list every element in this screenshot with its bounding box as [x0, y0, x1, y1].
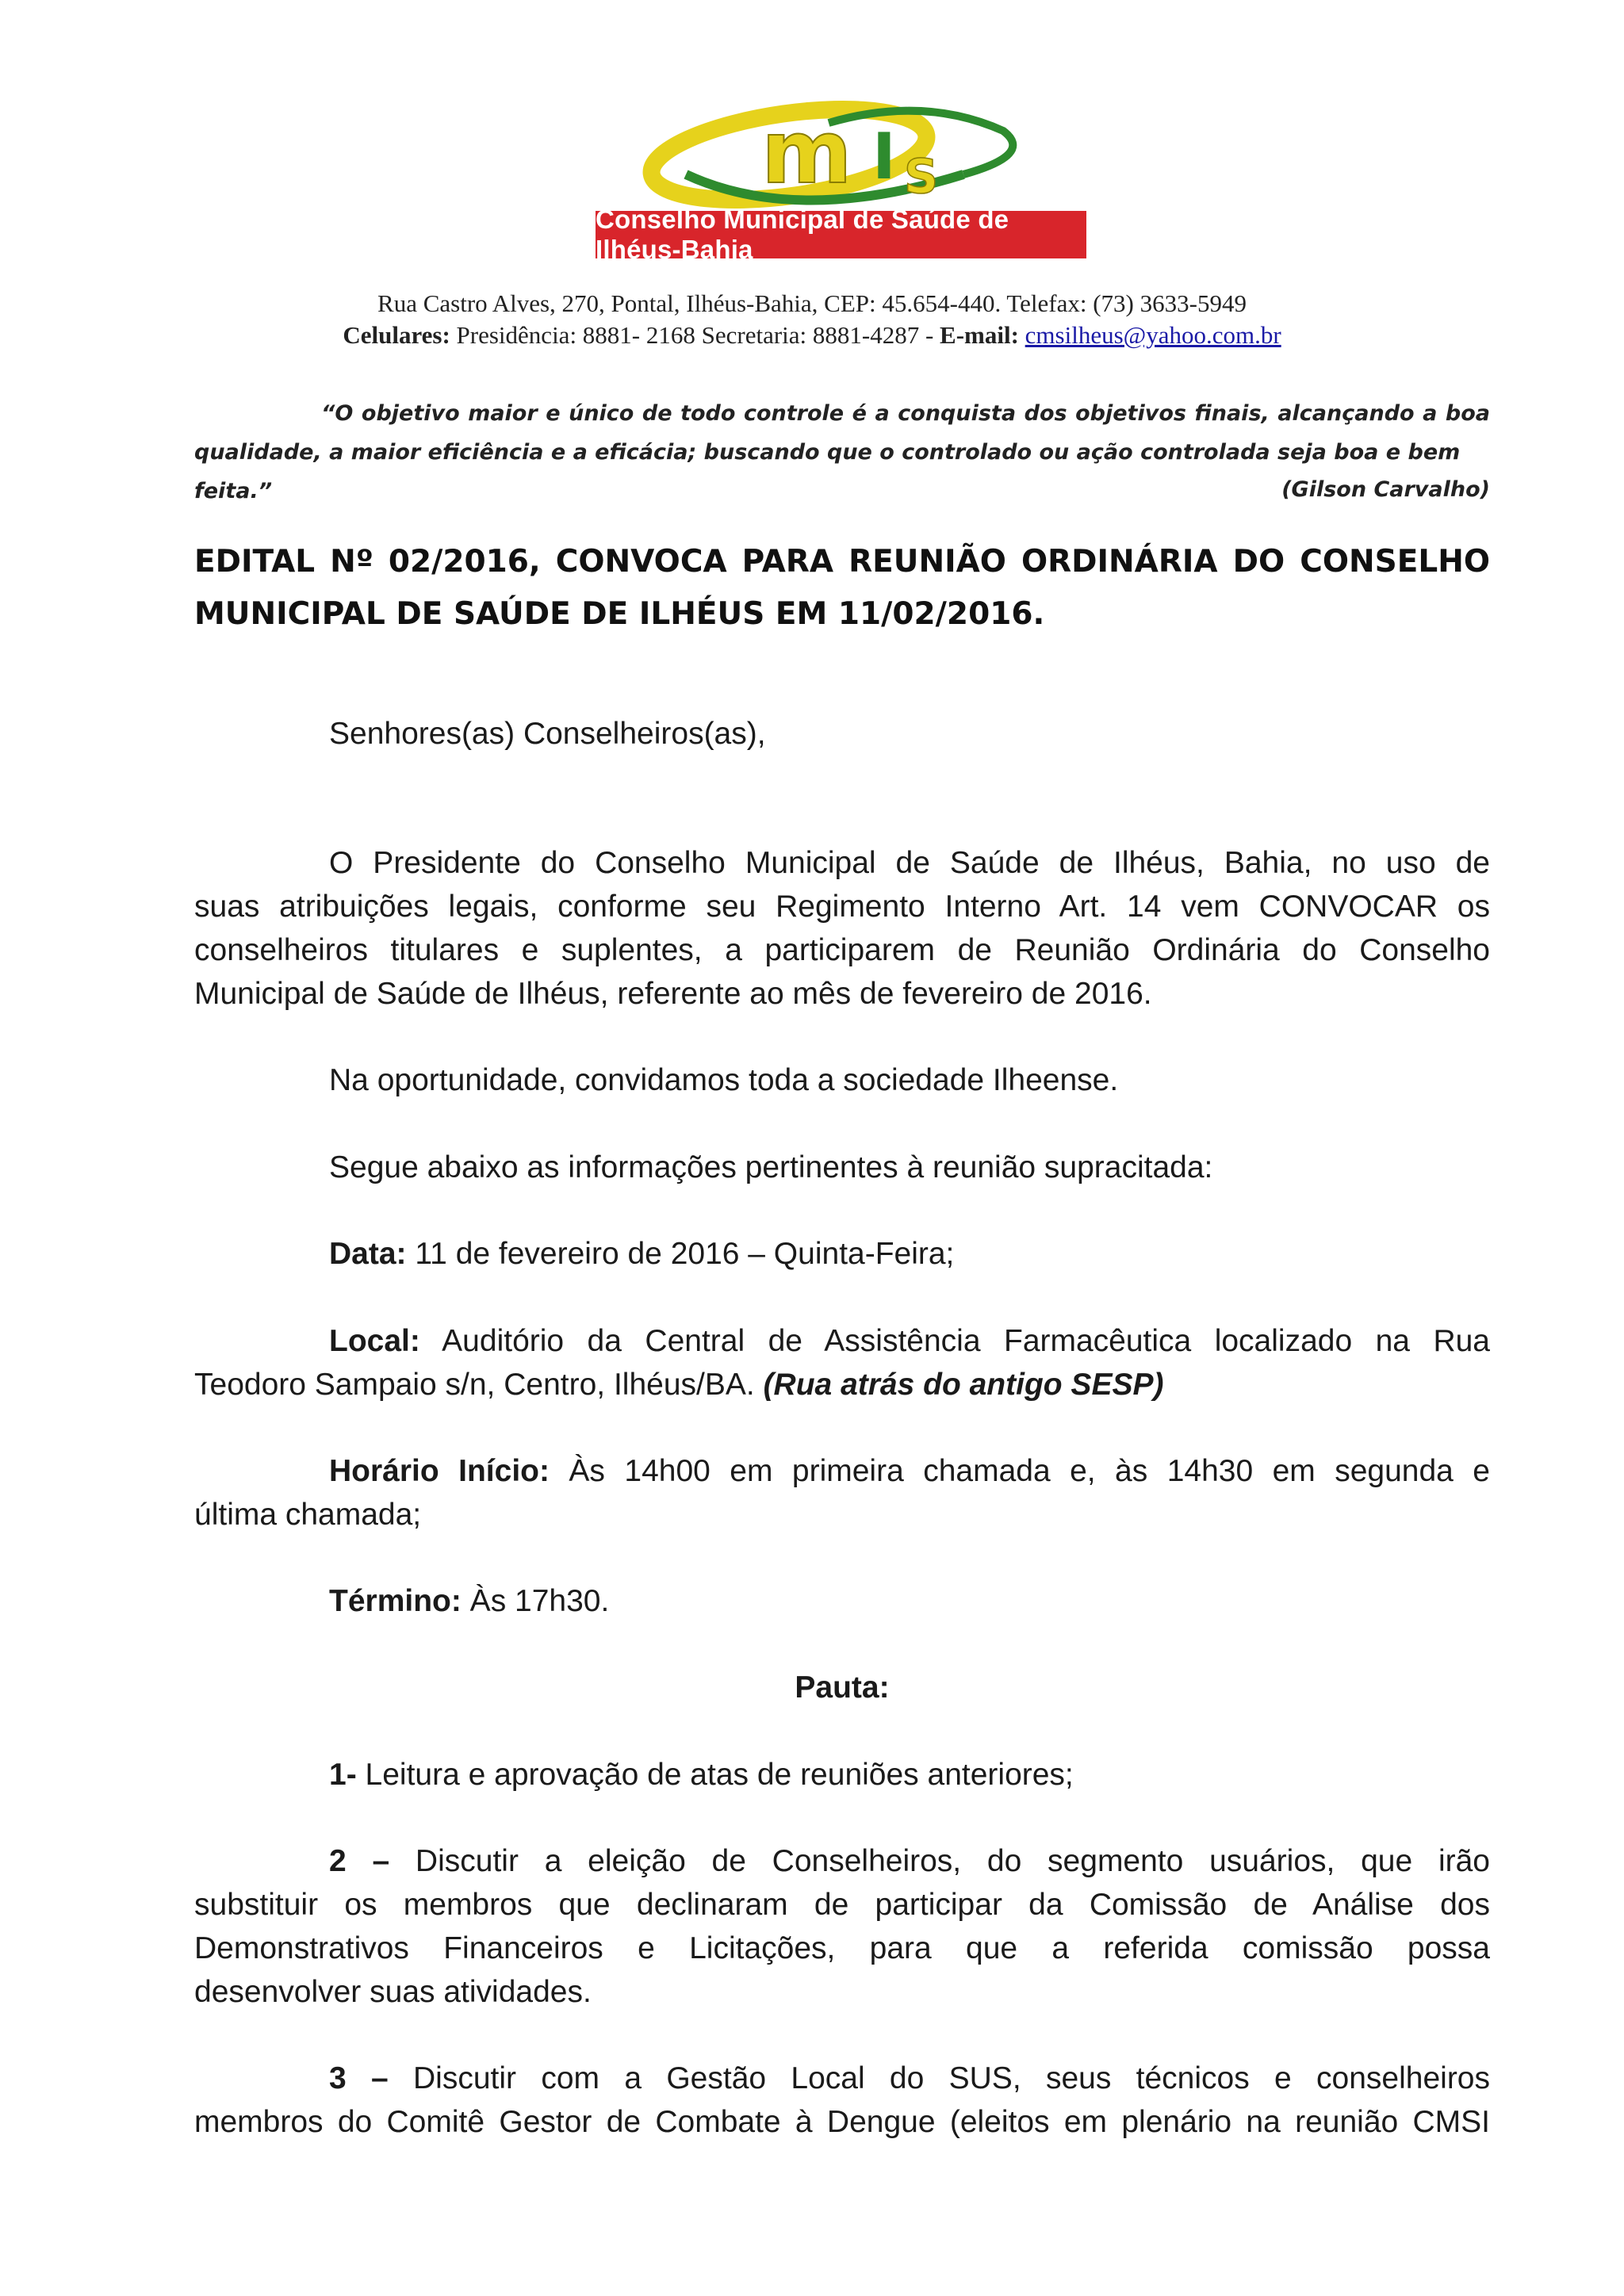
end-label: Término:: [329, 1584, 462, 1618]
edital-title-line-1: EDITAL Nº 02/2016, CONVOCA PARA REUNIÃO ORDINÁRIA DO CONSELHO: [194, 544, 1490, 580]
address-line: Rua Castro Alves, 270, Pontal, Ilhéus-Bahia, CEP: 45.654-440. Telefax: (73) 3633-5949: [377, 289, 1247, 317]
agenda-item-3-line-1: [329, 2057, 1490, 2100]
local-line-2: [194, 1363, 1490, 1406]
start-line-2: última chamada;: [194, 1498, 422, 1532]
agenda-heading-text: Pauta:: [795, 1670, 890, 1705]
agenda-item-1-text: Leitura e aprovação de atas de reuniões anteriores;: [356, 1758, 1074, 1792]
quote-author: (Gilson Carvalho): [1281, 477, 1490, 502]
end-line: [329, 1579, 1490, 1623]
agenda-item-2-line-2: substituir os membros que declinaram de participar da Comissão de Análise dos: [194, 1888, 1490, 1922]
paragraph-1-line-2: suas atribuições legais, conforme seu Regimento Interno Art. 14 vem CONVOCAR os: [194, 890, 1490, 924]
paragraph-3: Segue abaixo as informações pertinentes à reunião supracitada:: [329, 1150, 1213, 1184]
email-link[interactable]: cmsilheus@yahoo.com.br: [1025, 321, 1281, 349]
agenda-item-3-text-1: Discutir com a Gestão Local do SUS, seus técnicos e conselheiros: [388, 2061, 1490, 2095]
local-label: Local:: [329, 1324, 420, 1358]
paragraph-1-line-3: conselheiros titulares e suplentes, a participarem de Reunião Ordinária do Conselho: [194, 933, 1490, 967]
paragraph-1-line-4: Municipal de Saúde de Ilhéus, referente ao mês de fevereiro de 2016.: [194, 977, 1152, 1011]
agenda-item-2-line-1: [329, 1839, 1490, 1883]
start-label: Horário Início:: [329, 1454, 550, 1488]
agenda-item-2-number: 2 –: [329, 1844, 390, 1878]
local-text-1: Auditório da Central de Assistência Farmacêutica localizado na Rua: [419, 1324, 1490, 1358]
quote-line-1: “O objetivo maior e único de todo controle é a conquista dos objetivos finais, alcançando a boa: [321, 401, 1490, 426]
agenda-item-1: [329, 1753, 1490, 1797]
svg-text:I: I: [872, 120, 896, 193]
greeting: Senhores(as) Conselheiros(as),: [329, 717, 766, 751]
agenda-item-3-number: 3 –: [329, 2061, 389, 2095]
start-text-1: Às 14h00 em primeira chamada e, às 14h30 em segunda e: [549, 1454, 1490, 1488]
edital-title-line-2: MUNICIPAL DE SAÚDE DE ILHÉUS EM 11/02/2016.: [194, 596, 1045, 632]
agenda-heading: [194, 1666, 1490, 1709]
agenda-item-3-line-2: membros do Comitê Gestor de Combate à Dengue (eleitos em plenário na reunião CMSI: [194, 2105, 1490, 2139]
date-line: [329, 1232, 1490, 1276]
start-line-1: [329, 1449, 1490, 1493]
agenda-item-2-line-3: Demonstrativos Financeiros e Licitações, para que a referida comissão possa: [194, 1931, 1490, 1965]
email-label: E-mail:: [940, 321, 1019, 349]
date-label: Data:: [329, 1237, 407, 1271]
phones-label: Celulares:: [343, 321, 450, 349]
phones-text: Presidência: 8881- 2168 Secretaria: 8881-4287 -: [450, 321, 940, 349]
paragraph-2: Na oportunidade, convidamos toda a sociedade Ilheense.: [329, 1063, 1119, 1097]
local-text-2: Teodoro Sampaio s/n, Centro, Ilhéus/BA.: [194, 1368, 764, 1402]
local-note: (Rua atrás do antigo SESP): [763, 1368, 1164, 1402]
agenda-item-1-number: 1-: [329, 1758, 357, 1792]
date-value: 11 de fevereiro de 2016 – Quinta-Feira;: [406, 1237, 955, 1271]
agenda-item-2-line-4: desenvolver suas atividades.: [194, 1975, 592, 2009]
paragraph-1-line-1: O Presidente do Conselho Municipal de Saúde de Ilhéus, Bahia, no uso de: [329, 846, 1490, 880]
svg-text:S: S: [904, 149, 939, 205]
end-value: Às 17h30.: [461, 1584, 610, 1618]
org-name-banner: Conselho Municipal de Saúde de Ilhéus-Bahia: [596, 211, 1086, 258]
agenda-item-2-text-1: Discutir a eleição de Conselheiros, do segmento usuários, que irão: [389, 1844, 1490, 1878]
local-line-1: [329, 1319, 1490, 1363]
contact-line: [0, 321, 1624, 350]
svg-text:m: m: [761, 101, 852, 203]
quote-line-2: qualidade, a maior eficiência e a eficácia; buscando que o controlado ou ação controlada seja boa e bem feita.”: [194, 440, 1461, 503]
